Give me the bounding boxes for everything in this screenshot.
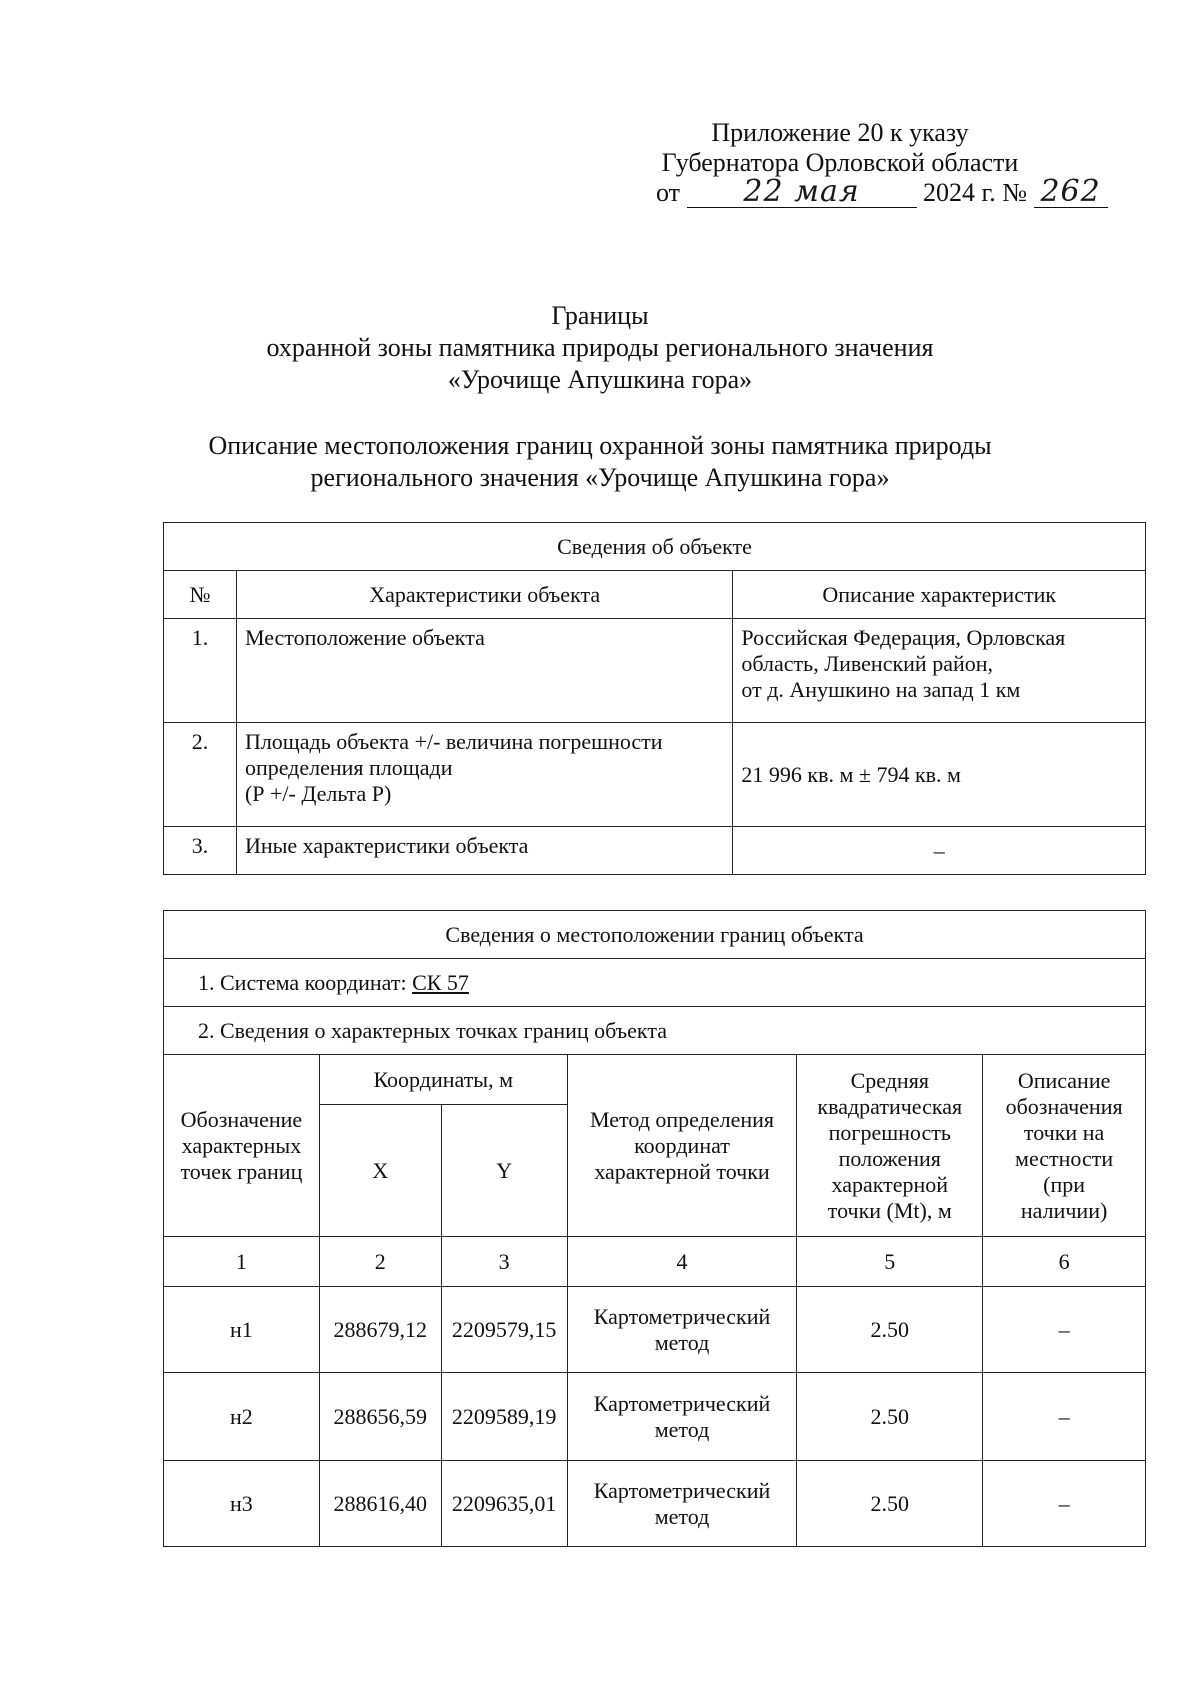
row-description: 21 996 кв. м ± 794 кв. м: [733, 723, 1146, 827]
header-line: характерной: [831, 1171, 949, 1197]
method-line: метод: [654, 1329, 710, 1355]
title-line-1: Границы: [551, 301, 649, 330]
row-name: Иные характеристики объекта: [236, 827, 732, 875]
header-x: X: [319, 1105, 441, 1237]
header-line: положения: [838, 1145, 941, 1171]
header-characteristics: Характеристики объекта: [236, 571, 732, 619]
number-blank: [1034, 174, 1108, 209]
header-y: Y: [441, 1105, 567, 1237]
method: [567, 1373, 797, 1461]
method-line: Картометрический: [593, 1477, 771, 1503]
table-row: [164, 723, 1146, 827]
description-line: область, Ливенский район,: [741, 651, 994, 676]
error-value: 2.50: [797, 1461, 983, 1547]
table-row: [164, 1287, 1146, 1373]
column-number-row: [164, 1237, 1146, 1287]
column-number: 6: [983, 1237, 1146, 1287]
header-number: №: [164, 571, 237, 619]
column-number: 2: [319, 1237, 441, 1287]
header-point-description: [983, 1055, 1146, 1237]
header-line: Обозначение: [180, 1106, 303, 1132]
column-number: 4: [567, 1237, 797, 1287]
appendix-date-line: [640, 174, 1101, 209]
header-method: [567, 1055, 797, 1237]
header-line: характерных: [181, 1132, 302, 1158]
coord-x: 288616,40: [319, 1461, 441, 1547]
method-line: Картометрический: [593, 1390, 771, 1416]
point-id: н1: [164, 1287, 320, 1373]
header-line: квадратическая: [817, 1093, 963, 1119]
point-id: н2: [164, 1373, 320, 1461]
appendix-line-1: Приложение 20 к указу: [711, 118, 969, 147]
name-line: Площадь объекта +/- величина погрешности: [244, 729, 663, 754]
header-point: [164, 1055, 320, 1237]
coordinate-system-value: СК 57: [412, 969, 469, 995]
row-number: 3.: [164, 827, 237, 875]
method: [567, 1461, 797, 1547]
boundary-table-caption: Сведения о местоположении границ объекта: [164, 911, 1146, 959]
header-line: координат: [634, 1132, 730, 1158]
column-number: 3: [441, 1237, 567, 1287]
table-row: [164, 1373, 1146, 1461]
coord-y: 2209579,15: [441, 1287, 567, 1373]
object-table-caption: Сведения об объекте: [164, 523, 1146, 571]
row-number: 2.: [164, 723, 237, 827]
header-line: Описание: [1017, 1067, 1111, 1093]
point-id: н3: [164, 1461, 320, 1547]
header-line: погрешность: [828, 1119, 951, 1145]
method: [567, 1287, 797, 1373]
coord-y: 2209635,01: [441, 1461, 567, 1547]
object-info-table: [163, 522, 1146, 875]
header-coordinates: Координаты, м: [319, 1055, 567, 1105]
handwritten-date: 22 мая: [743, 174, 860, 209]
row-name: [236, 723, 732, 827]
boundary-table: [163, 910, 1146, 1547]
table-row: [164, 619, 1146, 723]
method-line: Картометрический: [593, 1303, 771, 1329]
header-line: Метод определения: [589, 1106, 775, 1132]
column-number: 5: [797, 1237, 983, 1287]
error-value: 2.50: [797, 1287, 983, 1373]
coord-x: 288679,12: [319, 1287, 441, 1373]
header-line: местности: [1015, 1145, 1114, 1171]
point-description: –: [983, 1373, 1146, 1461]
handwritten-number: 262: [1040, 174, 1101, 209]
point-description: –: [983, 1461, 1146, 1547]
row-number: 1.: [164, 619, 237, 723]
point-description: –: [983, 1287, 1146, 1373]
coord-y: 2209589,19: [441, 1373, 567, 1461]
method-line: метод: [654, 1416, 710, 1442]
coordinate-system-row: [164, 959, 1146, 1007]
coordinate-system-label: 1. Система координат:: [198, 969, 407, 995]
name-line: (Р +/- Дельта Р): [244, 781, 392, 806]
title-line-2: охранной зоны памятника природы регионального значения: [266, 333, 934, 362]
subtitle-line-2: регионального значения «Урочище Апушкина гора»: [310, 463, 890, 492]
name-line: определения площади: [244, 755, 453, 780]
date-prefix: от: [656, 178, 681, 207]
header-description: Описание характеристик: [733, 571, 1146, 619]
header-line: точек границ: [180, 1158, 303, 1184]
row-description: –: [733, 827, 1146, 875]
header-line: (при: [1043, 1171, 1086, 1197]
year-number-label: 2024 г. №: [923, 178, 1028, 207]
row-name: Местоположение объекта: [236, 619, 732, 723]
column-number: 1: [164, 1237, 320, 1287]
appendix-header: [640, 118, 1101, 209]
row-description: [733, 619, 1146, 723]
header-line: обозначения: [1005, 1093, 1123, 1119]
header-line: точки на: [1023, 1119, 1105, 1145]
header-line: Средняя: [850, 1067, 929, 1093]
appendix-line-2: Губернатора Орловской области: [661, 148, 1019, 177]
header-line: точки (Mt), м: [827, 1197, 952, 1223]
document-subtitle: [0, 430, 1200, 494]
points-caption: 2. Сведения о характерных точках границ объекта: [164, 1007, 1146, 1055]
subtitle-line-1: Описание местоположения границ охранной зоны памятника природы: [208, 431, 992, 460]
header-line: характерной точки: [594, 1158, 770, 1184]
coord-x: 288656,59: [319, 1373, 441, 1461]
method-line: метод: [654, 1503, 710, 1529]
header-line: наличии): [1020, 1197, 1108, 1223]
header-error: [797, 1055, 983, 1237]
document-title: [0, 300, 1200, 396]
table-row: [164, 827, 1146, 875]
date-blank: [687, 174, 917, 209]
table-row: [164, 1461, 1146, 1547]
description-line: от д. Анушкино на запад 1 км: [741, 677, 1021, 702]
title-line-3: «Урочище Апушкина гора»: [447, 365, 753, 394]
error-value: 2.50: [797, 1373, 983, 1461]
description-line: Российская Федерация, Орловская: [741, 625, 1066, 650]
